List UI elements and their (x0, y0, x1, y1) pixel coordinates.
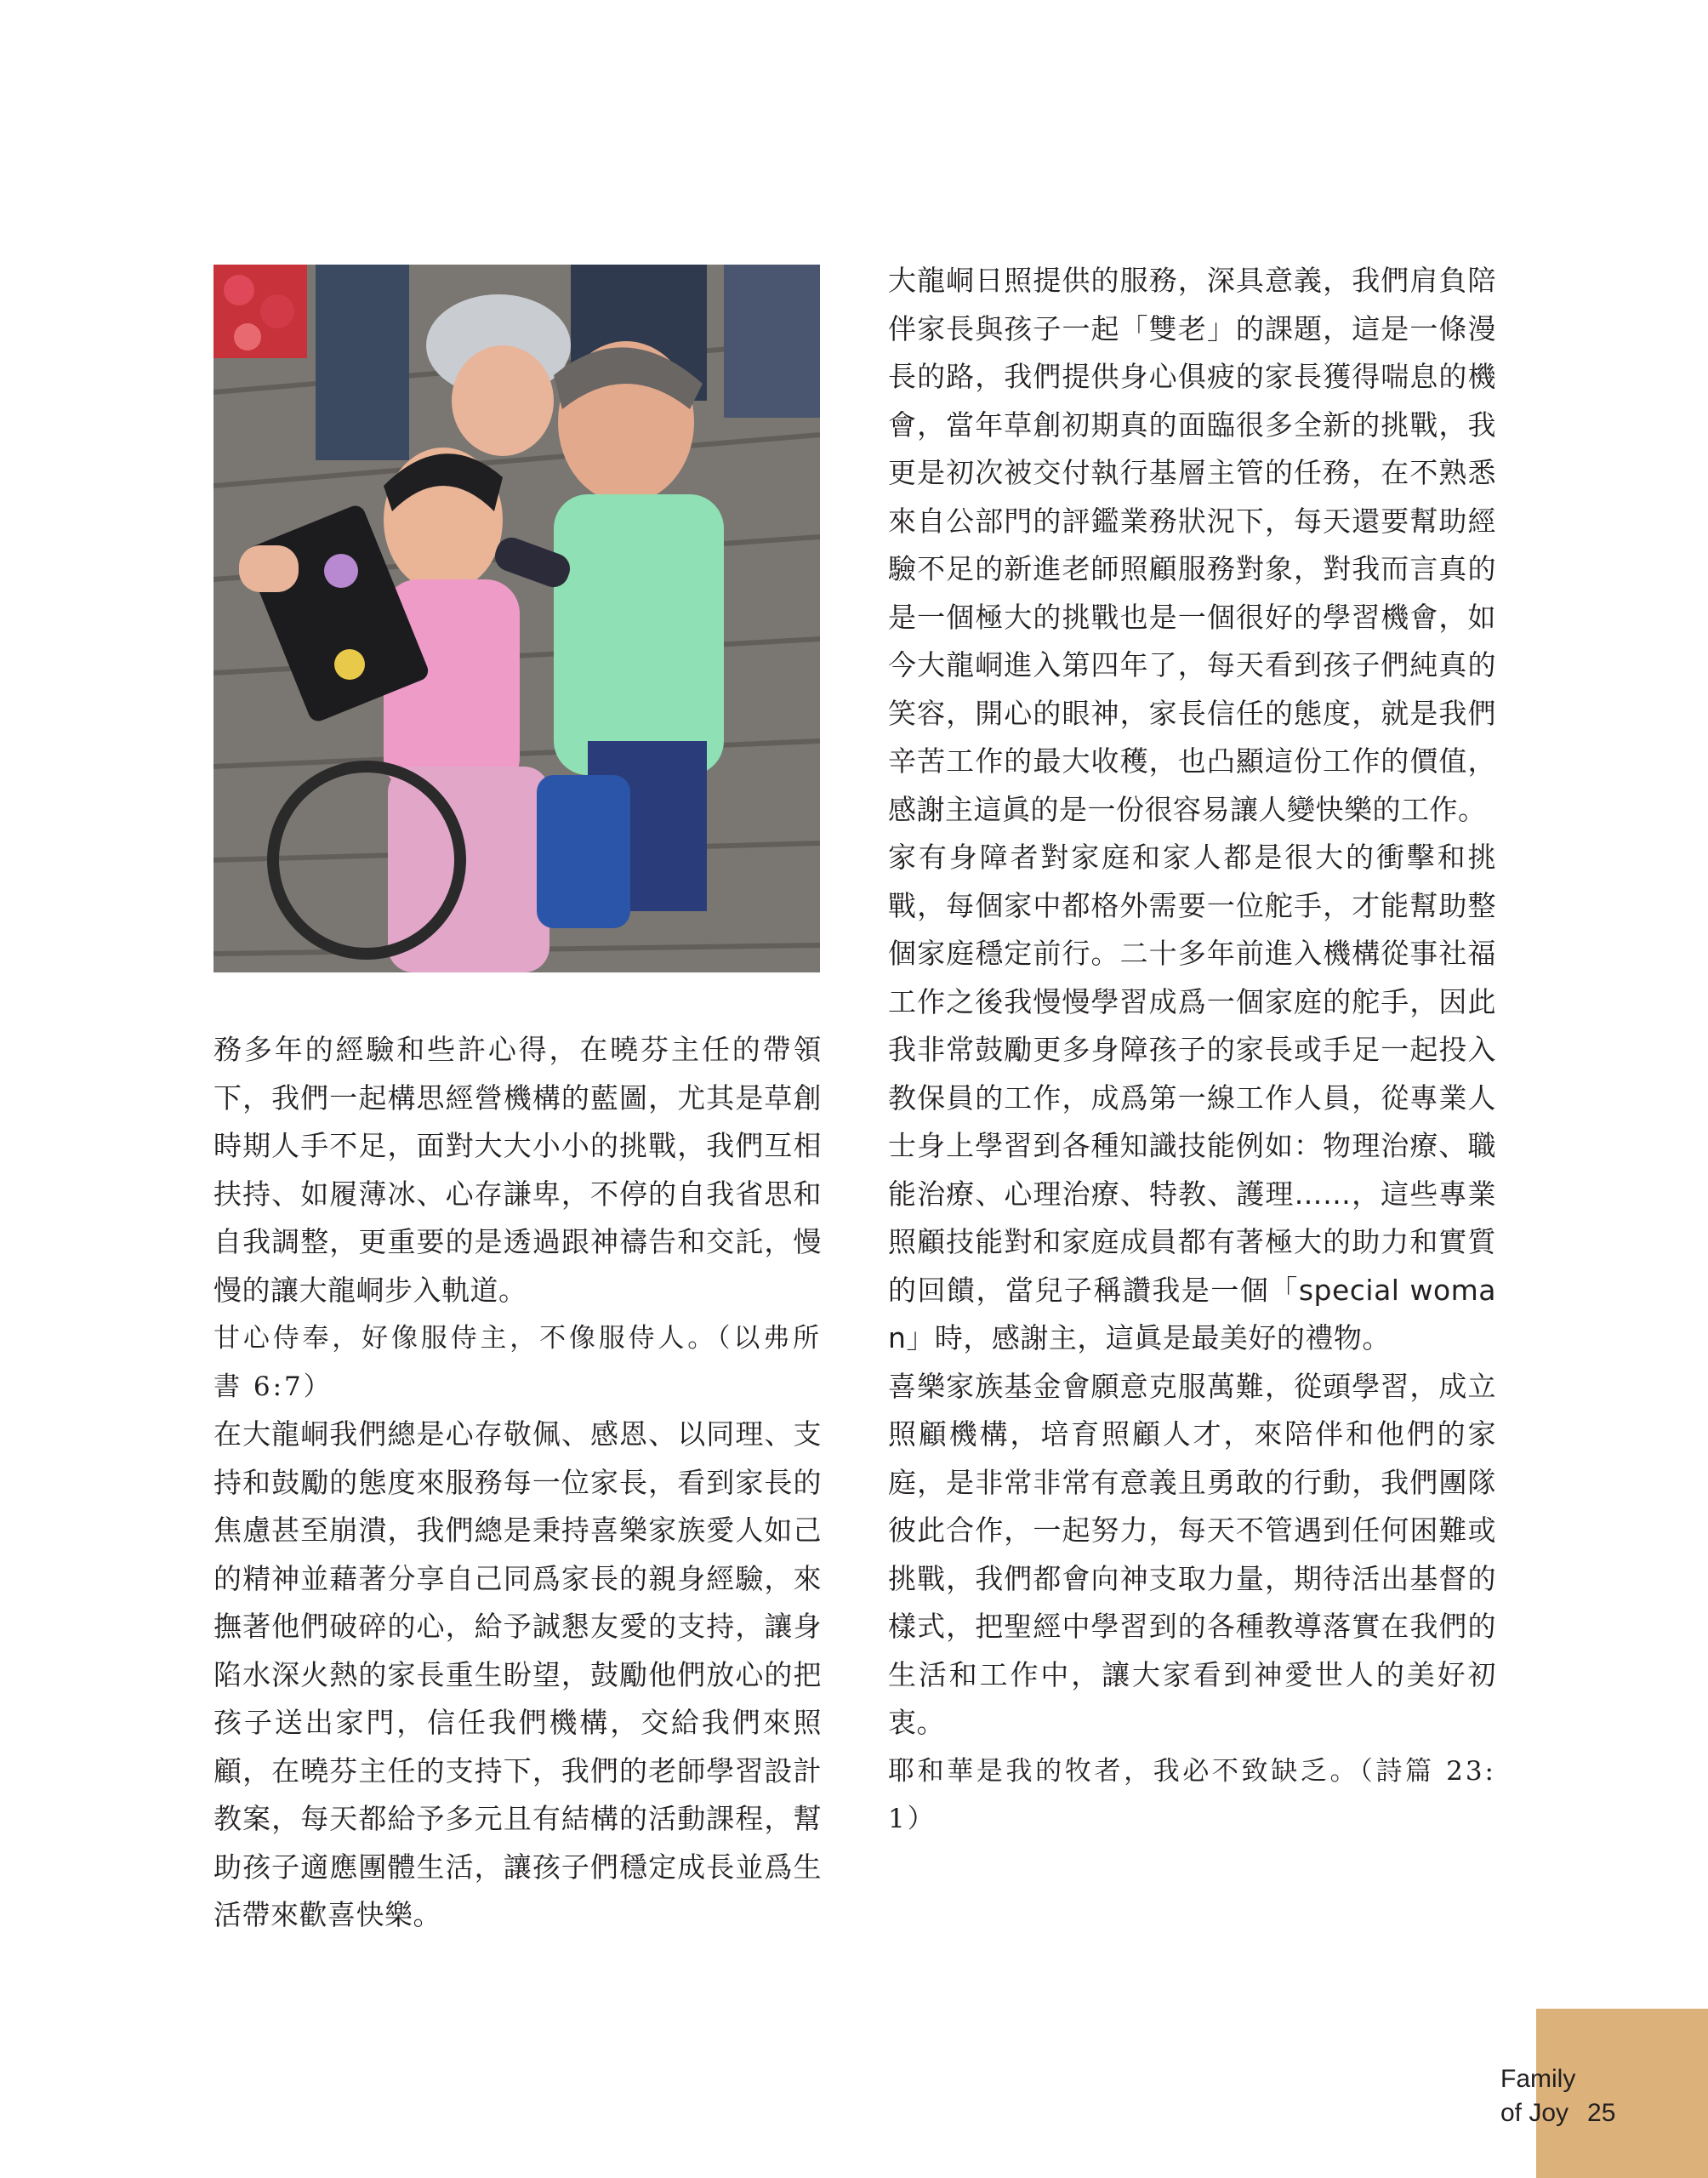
magazine-name-line-2 (1500, 2096, 1615, 2130)
magazine-name-line-2-text: of Joy (1500, 2099, 1569, 2127)
left-paragraph-2: 在大龍峒我們總是心存敬佩、感恩、以同理、支持和鼓勵的態度來服務每一位家長，看到家長的焦慮甚至崩潰，我們總是秉持喜樂家族愛人如己的精神並藉著分享自己同爲家長的親身經驗，來撫著他們破碎的心，給予誠懇友愛的支持，讓身陷水深火熱的家長重生盼望，鼓勵他們放心的把孩子送出家門，信任我們機構，交給我們來照顧，在曉芬主任的支持下，我們的老師學習設計教案，每天都給予多元且有結構的活動課程，幫助孩子適應團體生活，讓孩子們穩定成長並爲生活帶來歡喜快樂。 (214, 1417, 822, 1931)
left-column (214, 1026, 822, 1940)
scripture-quote-psalm: 耶和華是我的牧者，我必不致缺乏。（詩篇 23:1） (888, 1755, 1496, 1834)
magazine-name-line-1: Family (1500, 2065, 1576, 2093)
photo-image (214, 265, 820, 972)
scripture-quote-ephesians: 甘心侍奉，好像服侍主，不像服侍人。（以弗所書 6:7） (214, 1323, 822, 1402)
right-paragraph-1: 大龍峒日照提供的服務，深具意義，我們肩負陪伴家長與孩子一起「雙老」的課題，這是一條漫長的路，我們提供身心俱疲的家長獲得喘息的機會，當年草創初期真的面臨很多全新的挑戰，我更是初次被交付執行基層主管的任務，在不熟悉來自公部門的評鑑業務狀況下，每天還要幫助經驗不足的新進老師照顧服務對象，對我而言真的是一個極大的挑戰也是一個很好的學習機會，如今大龍峒進入第四年了，每天看到孩子們純真的笑容，開心的眼神，家長信任的態度，就是我們辛苦工作的最大收穫，也凸顯這份工作的價值，感謝主這眞的是一份很容易讓人變快樂的工作。 (888, 264, 1496, 826)
right-paragraph-3: 喜樂家族基金會願意克服萬難，從頭學習，成立照顧機構，培育照顧人才，來陪伴和他們的家庭，是非常非常有意義且勇敢的行動，我們團隊彼此合作，一起努力，每天不管遇到任何困難或挑戰，我們都會向神支取力量，期待活出基督的樣式，把聖經中學習到的各種教導落實在我們的生活和工作中，讓大家看到神愛世人的美好初衷。 (888, 1369, 1496, 1739)
right-column (888, 257, 1496, 1844)
page-number: 25 (1587, 2099, 1616, 2127)
right-paragraph-2: 家有身障者對家庭和家人都是很大的衝擊和挑戰，每個家中都格外需要一位舵手，才能幫助整個家庭穩定前行。二十多年前進入機構從事社福工作之後我慢慢學習成爲一個家庭的舵手，因此我非常鼓勵更多身障孩子的家長或手足一起投入教保員的工作，成爲第一線工作人員，從專業人士身上學習到各種知識技能例如：物理治療、職能治療、心理治療、特教、護理……，這些專業照顧技能對和家庭成員都有著極大的助力和實質的回饋，當兒子稱讚我是一個「special woman」時，感謝主，這眞是最美好的禮物。 (888, 841, 1496, 1354)
article-photo (214, 265, 820, 972)
footer-label (1500, 2062, 1615, 2130)
left-paragraph-1: 務多年的經驗和些許心得，在曉芬主任的帶領下，我們一起構思經營機構的藍圖，尤其是草創時期人手不足，面對大大小小的挑戰，我們互相扶持、如履薄冰、心存謙卑，不停的自我省思和自我調整，更重要的是透過跟神禱告和交託，慢慢的讓大龍峒步入軌道。 (214, 1033, 822, 1307)
